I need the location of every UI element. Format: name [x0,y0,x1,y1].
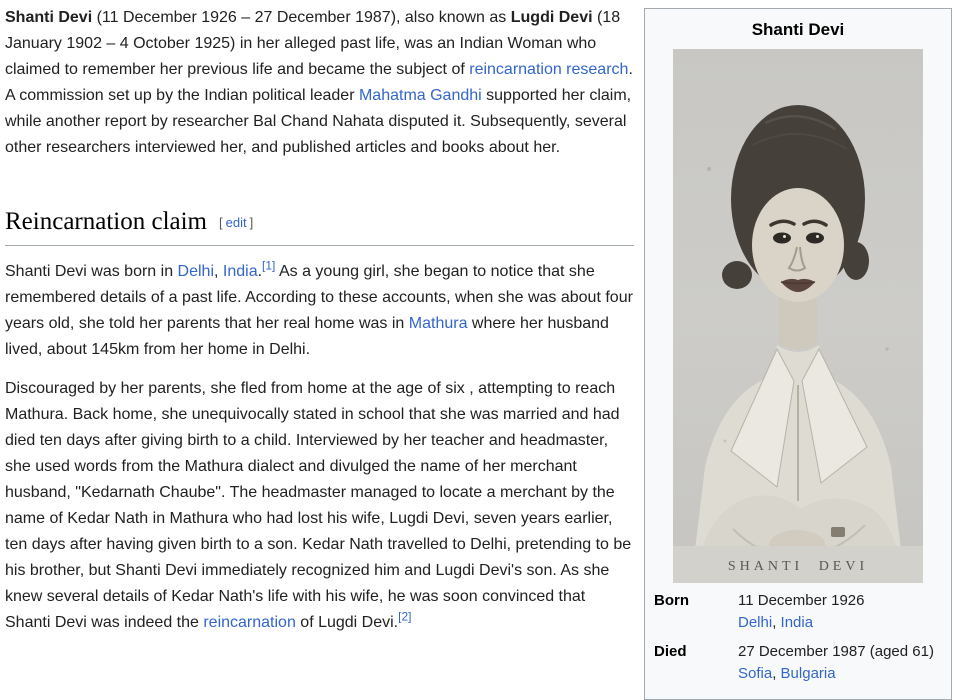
text-run: Discouraged by her parents, she fled from home at the age of six , attempting to reach Mathura. Back home, she unequivocally stated in school that she was married and had died ten days after giving birth to a child. Interviewed by her teacher and headmaster, she used words from the Mathura dialect and divulged the name of her merchant husband, "Kedarnath Chaube". The headmaster managed to locate a merchant by the name of Kedar Nath in Mathura who had lost his wife, Lugdi Devi, seven years earlier, ten days after having given birth to a son. Kedar Nath travelled to Delhi, pretending to be his brother, but Shanti Devi immediately recognized him and Lugdi Devi's son. As she knew several details of Kedar Nath's life with his wife, he was soon convinced that Shanti Devi was indeed the [5,380,632,631]
edit-bracket-close: ] [249,215,254,230]
edit-link[interactable]: edit [225,215,247,230]
ref-link-2[interactable]: [2] [398,609,412,624]
text-run: (11 December 1926 – 27 December 1987), also known as [92,9,511,26]
text-run: As a young girl, she began to notice that she remembered details of a past life. According to these accounts, when she was about four years old, she told her parents that her real home was in [5,263,633,332]
link-delhi[interactable]: Delhi [177,263,214,280]
link-reincarnation-research[interactable]: reincarnation research [469,61,629,78]
photo-caption: SHANTI DEVI [727,559,869,574]
text-run: Lugdi Devi [510,9,593,26]
died-date: 27 December 1987 (aged 61) [738,643,934,660]
link-mathura[interactable]: Mathura [408,315,468,332]
portrait-illustration [673,49,923,583]
text-run: , [772,665,781,682]
born-date: 11 December 1926 [738,592,865,609]
link-india[interactable]: India [222,263,258,280]
infobox-rows [645,590,951,685]
born-label: Born [654,592,689,609]
article-body [5,0,634,649]
reference-marker [398,610,411,624]
intro-paragraph [5,5,634,161]
text-run: Shanti Devi was born in [5,263,178,280]
text-run: where her husband lived, about 145km from her home in Delhi. [5,315,609,358]
died-value [738,641,942,685]
text-run: , [214,263,223,280]
died-row [654,641,942,685]
reference-marker [262,259,275,273]
infobox [644,8,952,700]
text-run: Shanti Devi [5,9,93,26]
text-run: . A commission set up by the Indian political leader [5,61,633,104]
section-title: Reincarnation claim [5,208,208,235]
text-run: , [772,614,781,631]
link-india[interactable]: India [780,614,814,631]
born-value [738,590,942,634]
link-reincarnation[interactable]: reincarnation [203,614,296,631]
text-run: . [257,263,263,280]
portrait-photo[interactable] [673,49,923,583]
claim-paragraph-2 [5,376,634,636]
died-place [738,663,942,685]
text-run: (18 January 1902 – 4 October 1925) in her alleged past life, was an Indian Woman who claimed to remember her previous life and became the subject of [5,9,621,78]
ref-link-1[interactable]: [1] [262,258,276,273]
text-run: supported her claim, while another report by researcher Bal Chand Nahata disputed it. Subsequently, several other researchers interviewed her, and published articles and books about her. [5,87,632,156]
link-mahatma-gandhi[interactable]: Mahatma Gandhi [358,87,482,104]
link-sofia[interactable]: Sofia [738,665,773,682]
born-row [654,590,942,634]
link-delhi[interactable]: Delhi [738,614,773,631]
section-heading [5,207,634,246]
edit-bracket-open: [ [219,215,223,230]
infobox-title: Shanti Devi [751,20,845,39]
claim-paragraph-1 [5,259,634,363]
born-place [738,612,942,634]
text-run: of Lugdi Devi. [295,614,399,631]
died-label: Died [654,643,687,660]
edit-section [219,215,253,230]
link-bulgaria[interactable]: Bulgaria [780,665,836,682]
